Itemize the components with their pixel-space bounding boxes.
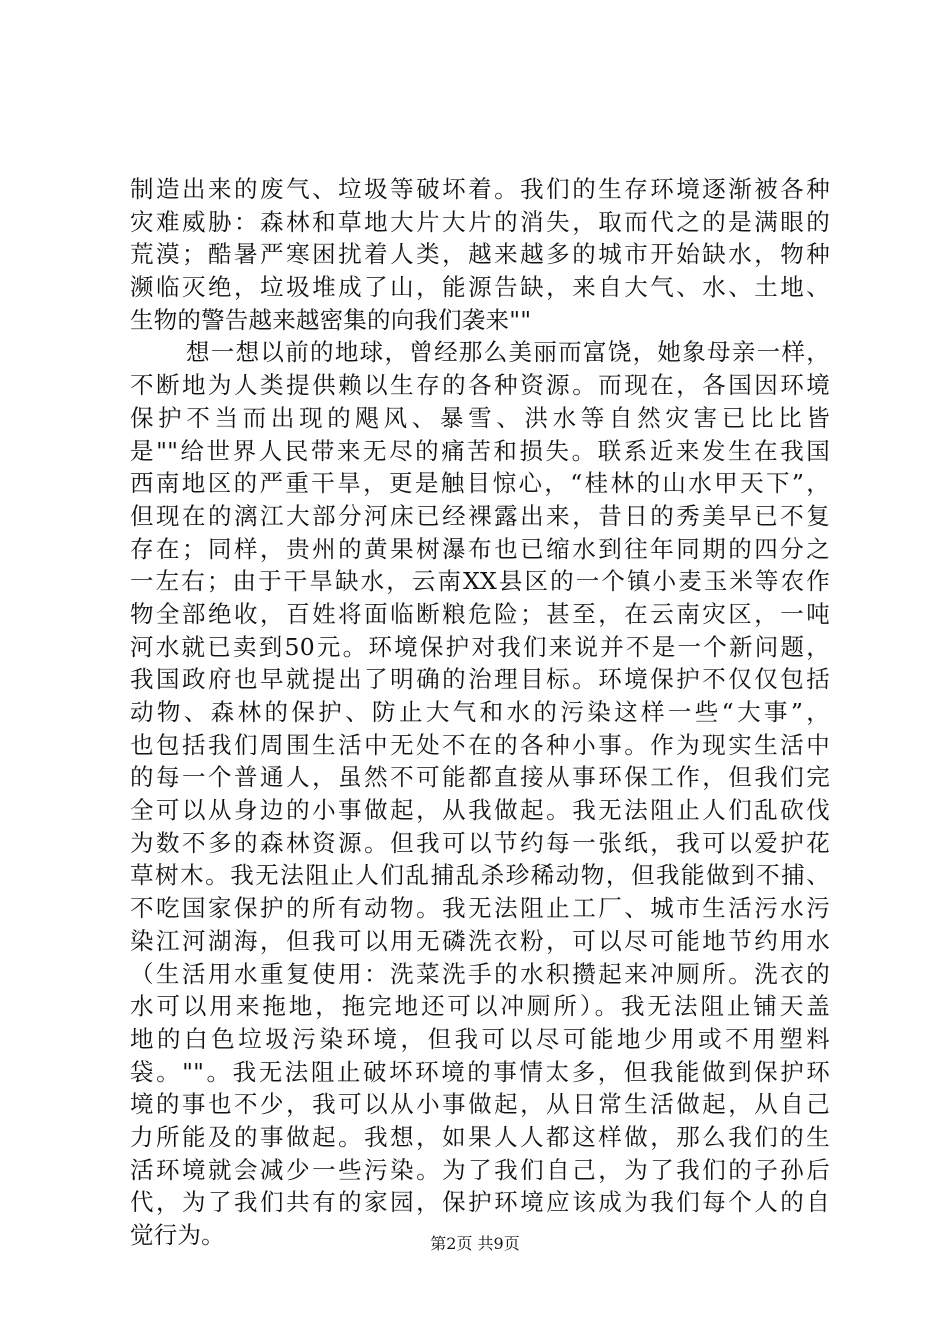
text-line: 但现在的漓江大部分河床已经裸露出来，昔日的秀美早已不复 — [130, 501, 830, 530]
text-line: 西南地区的严重干旱，更是触目惊心，“桂林的山水甲天下”， — [130, 469, 830, 498]
text-line: 物全部绝收，百姓将面临断粮危险；甚至，在云南灾区，一吨 — [130, 599, 830, 628]
text-line: 也包括我们周围生活中无处不在的各种小事。作为现实生活中 — [130, 730, 830, 759]
paragraph — [130, 173, 830, 336]
text-line: 境的事也不少，我可以从小事做起，从日常生活做起，从自己 — [130, 1090, 830, 1119]
text-line: 全可以从身边的小事做起，从我做起。我无法阻止人们乱砍伐 — [130, 796, 830, 825]
text-line: 觉行为。 — [130, 1221, 225, 1249]
body-text — [130, 173, 830, 1252]
text-line: 保护不当而出现的飓风、暴雪、洪水等自然灾害已比比皆 — [130, 403, 830, 432]
text-line: 力所能及的事做起。我想，如果人人都这样做，那么我们的生 — [130, 1122, 830, 1151]
text-line: 为数不多的森林资源。但我可以节约每一张纸，我可以爱护花 — [130, 828, 830, 857]
text-line: 我国政府也早就提出了明确的治理目标。环境保护不仅仅包括 — [130, 665, 830, 694]
text-line: 生物的警告越来越密集的向我们袭来"" — [130, 305, 532, 334]
paragraph — [130, 336, 830, 1251]
text-line: 不断地为人类提供赖以生存的各种资源。而现在，各国因环境 — [130, 371, 830, 400]
text-line: 动物、森林的保护、防止大气和水的污染这样一些“大事”， — [130, 698, 830, 726]
text-line: 灾难威胁：森林和草地大片大片的消失，取而代之的是满眼的 — [130, 207, 830, 236]
text-line: （生活用水重复使用：洗菜洗手的水积攒起来冲厕所。洗衣的 — [130, 959, 830, 988]
text-line: 存在；同样，贵州的黄果树瀑布也已缩水到往年同期的四分之 — [130, 534, 830, 563]
text-line: 代，为了我们共有的家园，保护环境应该成为我们每个人的自 — [130, 1188, 830, 1217]
text-line: 不吃国家保护的所有动物。我无法阻止工厂、城市生活污水污 — [130, 894, 830, 923]
text-line: 的每一个普通人，虽然不可能都直接从事环保工作，但我们完 — [130, 763, 830, 792]
text-line: 水可以用来拖地，拖完地还可以冲厕所）。我无法阻止铺天盖 — [130, 992, 830, 1021]
text-line: 荒漠；酷暑严寒困扰着人类，越来越多的城市开始缺水，物种 — [130, 240, 830, 269]
text-line: 想一想以前的地球，曾经那么美丽而富饶，她象母亲一样， — [186, 338, 830, 367]
text-line: 河水就已卖到50元。环境保护对我们来说并不是一个新问题， — [130, 632, 830, 661]
text-line: 制造出来的废气、垃圾等破坏着。我们的生存环境逐渐被各种 — [130, 175, 830, 203]
text-line: 活环境就会减少一些污染。为了我们自己，为了我们的子孙后 — [130, 1155, 830, 1184]
text-line: 是""给世界人民带来无尽的痛苦和损失。联系近来发生在我国 — [130, 436, 830, 465]
text-line: 染江河湖海，但我可以用无磷洗衣粉，可以尽可能地节约用水 — [130, 926, 830, 955]
text-line: 一左右；由于干旱缺水，云南XX县区的一个镇小麦玉米等农作 — [130, 567, 830, 596]
page-footer: 第2页 共9页 — [430, 1234, 520, 1253]
text-line: 草树木。我无法阻止人们乱捕乱杀珍稀动物，但我能做到不捕、 — [130, 861, 830, 890]
text-line: 袋。""。我无法阻止破坏环境的事情太多，但我能做到保护环 — [130, 1057, 830, 1086]
text-line: 濒临灭绝，垃圾堆成了山，能源告缺，来自大气、水、土地、 — [130, 273, 830, 302]
text-line: 地的白色垃圾污染环境，但我可以尽可能地少用或不用塑料 — [130, 1024, 830, 1053]
